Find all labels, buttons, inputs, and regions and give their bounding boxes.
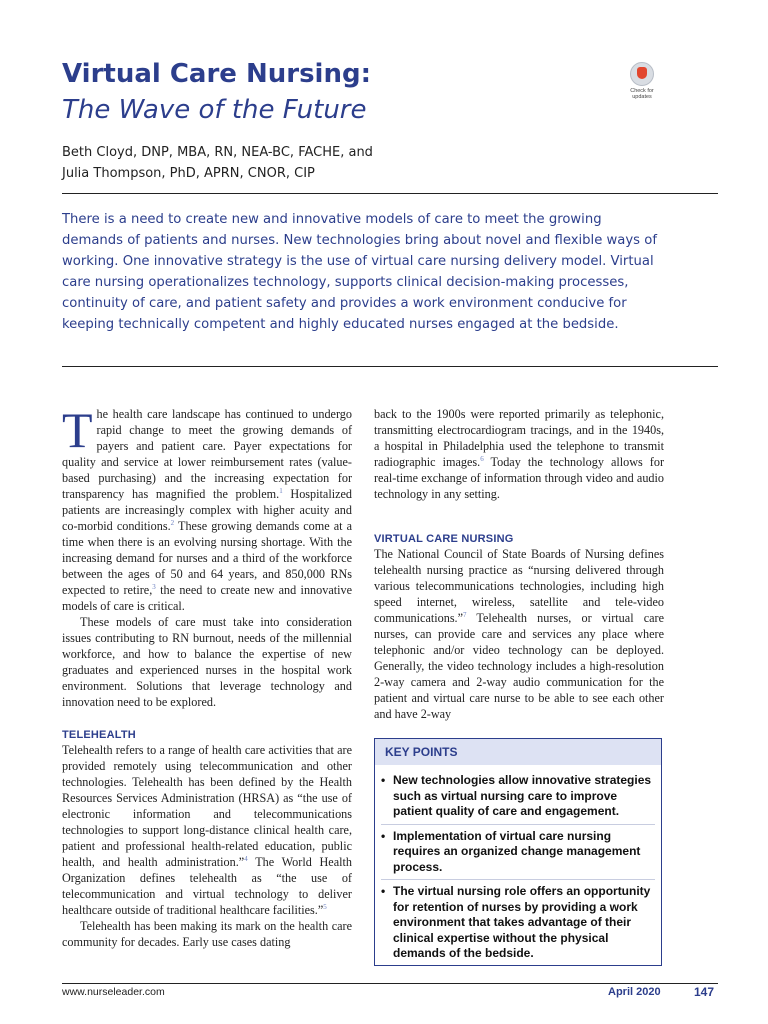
reference-link[interactable]: 5 <box>323 902 327 911</box>
abstract: There is a need to create new and innovative models of care to meet the growing demands of patients and nurses. New technologies bring about novel and flexible ways of working. One innovative strategy is the use of virtual care nursing delivery model. Virtual care nursing operationalizes technology, supports clinical decision-making processes, continuity of care, and patient safety and provides a work environment conducive for keeping technically competent and highly educated nurses engaged at the bedside. <box>62 212 657 332</box>
reference-link[interactable]: 3 <box>152 582 156 591</box>
check-for-updates-badge[interactable] <box>622 62 662 100</box>
reference-link[interactable]: 7 <box>463 610 467 619</box>
bullet-icon: • <box>381 773 386 787</box>
key-points-list <box>375 769 661 966</box>
divider-abstract <box>62 366 718 367</box>
reference-link[interactable]: 1 <box>279 486 283 495</box>
reference-link[interactable]: 4 <box>244 854 248 863</box>
paragraph-history-cont: back to the 1900s were reported primarily as telephonic, transmitting electrocardiogram tracings, and in the 1940s, a hospital in Philadelphia used the telephone to transmit radiographic images.$^6$ Today the technology allows for real-time exchange of information through video and audio technology in any setting. <box>374 407 665 501</box>
key-point-item: • New technologies allow innovative strategies such as virtual nursing care to improve patient quality of care and engagement. <box>381 769 655 825</box>
paragraph-telehealth-history: Telehealth has been making its mark on the health care community for decades. Early use cases dating <box>62 919 352 949</box>
key-point-item: • Implementation of virtual care nursing requires an organized change management process. <box>381 825 655 881</box>
section-heading-telehealth: TELEHEALTH <box>62 729 136 741</box>
crossmark-icon <box>630 62 654 86</box>
authors-line-1: Beth Cloyd, DNP, MBA, RN, NEA-BC, FACHE, and <box>62 145 373 160</box>
footer-url[interactable]: www.nurseleader.com <box>62 986 165 998</box>
key-point-item: • The virtual nursing role offers an opportunity for retention of nurses by providing a work environment that takes advantage of their clinical expertise without the physical demands of the bedside. <box>381 884 651 960</box>
paragraph-models: These models of care must take into consideration issues contributing to RN burnout, needs of the millennial workforce, and how to balance the expertise of new graduates and experienced nurses in the hospital work environment. Solutions that leverage technology and innovation need to be explored. <box>62 615 352 709</box>
page-number: 147 <box>694 985 715 999</box>
article-title <box>62 58 371 126</box>
section-heading-virtual-care: VIRTUAL CARE NURSING <box>374 533 514 545</box>
title-subtitle: The Wave of the Future <box>62 95 367 125</box>
reference-link[interactable]: 2 <box>170 518 175 527</box>
body-column-right <box>374 406 664 722</box>
reference-link[interactable]: 6 <box>480 454 484 463</box>
bullet-icon: • <box>381 828 386 843</box>
key-points-box <box>374 738 662 966</box>
title-main: Virtual Care Nursing: <box>62 59 371 89</box>
paragraph-intro: The health care landscape has continued to undergo rapid change to meet the growing demands of payers and patient care. Payer expectations for quality and service at lower reimbursement rates (value-based purchasing) and the increasing expectation for transparency has magnified the problem.$^1$ Hospitalized patients are increasingly complex with higher acuity and co-morbid conditions.$^2$ These growing demands come at a time when there is an evolving nursing shortage. With the increasing demand for nurses and a third of the workforce between the ages of 50 and 64 years, and 850,000 RNs expected to retire,$^3$ the need to create new and innovative models of care is critical. <box>62 402 353 613</box>
paragraph-virtual-care: The National Council of State Boards of Nursing defines telehealth nursing practice as “nursing delivered through various telecommunications technologies, including high speed internet, wireless, satellite and tele-video communications.”$^7$ Telehealth nurses, or virtual care nurses, can provide care and services any place where telephonic and/or video technology can be deployed. Generally, the video technology includes a high-resolution 2-way camera and 2-way audio communication for the patient and virtual care nurse to be able to see each other and have 2-way <box>374 547 664 721</box>
key-points-heading: KEY POINTS <box>375 739 661 765</box>
divider-top <box>62 193 718 194</box>
authors-line-2: Julia Thompson, PhD, APRN, CNOR, CIP <box>62 166 315 181</box>
paragraph-telehealth-definition: Telehealth refers to a range of health care activities that are provided remotely using telecommunication and other technologies. Telehealth has been defined by the Health Resources Services Administration (HRSA) as “the use of electronic information and telecommunications technologies to support long-distance clinical health care, patient and professional health-related education, public health, and health administration.”$^4$ The World Health Organization defines telehealth as “the use of telecommunication and virtual technology to deliver healthcare outside of traditional healthcare facilities.”$^5$ <box>62 743 352 917</box>
badge-label: Check for updates <box>630 88 654 100</box>
body-column-left <box>62 402 353 950</box>
author-list <box>62 142 682 184</box>
footer-divider <box>62 983 718 984</box>
drop-cap: T <box>62 402 93 458</box>
footer-date: April 2020 <box>608 986 661 998</box>
bullet-icon: • <box>381 884 386 898</box>
